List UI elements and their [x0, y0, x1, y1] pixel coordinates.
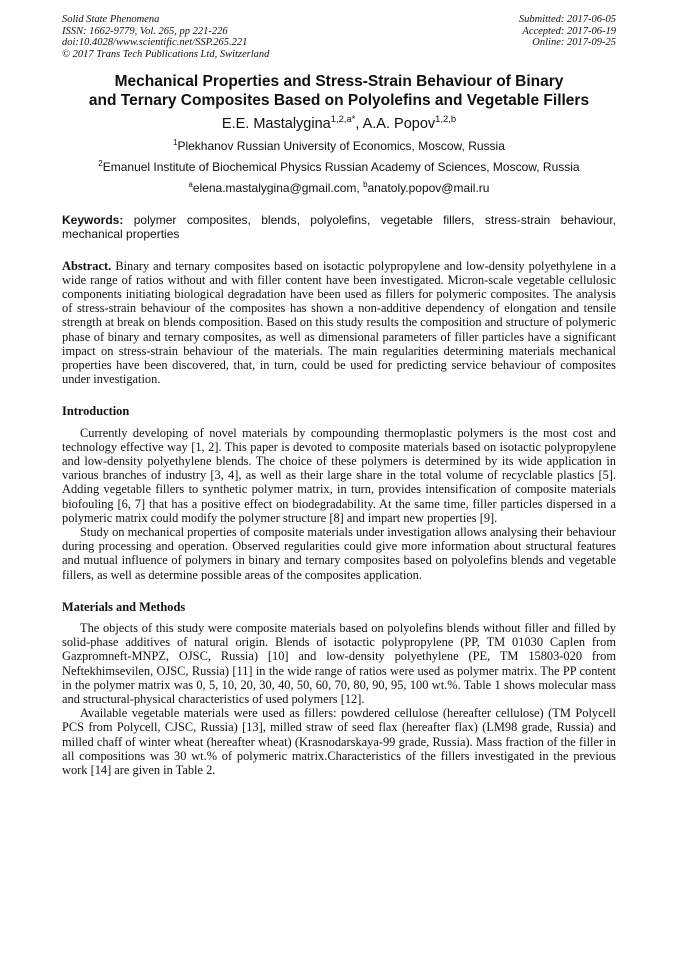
accepted-date: Accepted: 2017-06-19 — [522, 25, 616, 37]
affiliation-1-number: 1 — [173, 138, 178, 147]
journal-info — [62, 14, 269, 60]
introduction-heading: Introduction — [62, 404, 130, 419]
copyright-line: © 2017 Trans Tech Publications Ltd, Switzerland — [62, 48, 270, 60]
keywords-block — [62, 213, 616, 242]
email-a: elena.mastalygina@gmail.com, — [192, 181, 364, 195]
title-line-2: and Ternary Composites Based on Polyolefins and Vegetable Fillers — [88, 92, 590, 109]
email-a-marker: a — [188, 180, 193, 189]
introduction-paragraph-1: Currently developing of novel materials by compounding thermoplastic polymers is the most cost and technology effective way [1, 2]. This paper is devoted to composite materials based on isotactic polypropylene and low-density polyethylene blends. The choice of these polymers is determined by its wide application in various branches of industry [3, 4], as well as their large share in the total volume of recyclable plastics [5]. Adding vegetable fillers to synthetic polymer matrix, in turn, provides intensification of composite materials biofouling [6, 7] that has a positive effect on biodegradability. At the same time, filler particles dispersed in a polymeric matrix could modify the polymer structure [8] and impart new properties [9]. — [62, 425, 616, 525]
title-line-1: Mechanical Properties and Stress-Strain Behaviour of Binary — [114, 73, 564, 90]
publication-dates — [519, 14, 616, 60]
methods-paragraph-1: The objects of this study were composite materials based on polyolefins blends without filler and filled by solid-phase additives of natural origin. Blends of isotactic polypropylene (PP, TM 01030 Caplen from Gazpromneft-MNPZ, OJSC, Russia) [10] and low-density polyethylene (PE, TM 15803-020 from Neftekhimsevilen, OJSC, Russia) [11] in the wide range of ratios were used as polymer matrix. The PP content in the polymer matrix was 0, 5, 10, 20, 30, 40, 50, 60, 70, 80, 90, 95, 100 wt.%. Table 1 shows molecular mass and structural-physical characteristics of used polymers [12]. — [62, 621, 616, 707]
journal-name: Solid State Phenomena — [62, 14, 160, 25]
author-list — [62, 115, 616, 133]
email-b-marker: b — [363, 180, 368, 189]
methods-heading: Materials and Methods — [62, 599, 186, 614]
publication-header — [62, 14, 616, 60]
affiliation-2-number: 2 — [98, 159, 103, 168]
methods-paragraph-2: Available vegetable materials were used as fillers: powdered cellulose (hereafter cellulose) (TM Polycell PCS from Polycell, CJSC, Russia) [13], milled straw of seed flax (hereafter flax) (LM98 grade, Russia) and milled chaff of winter wheat (hereafter wheat) (Krasnodarskaya-99 grade, Russia). Mass fraction of the filler in all compositions was 30 wt.% of polymeric matrix.Characteristics of the fillers investigated in the previous work [14] are given in Table 2. — [62, 706, 616, 778]
affiliation-1-text: Plekhanov Russian University of Economics, Moscow, Russia — [177, 139, 505, 153]
abstract-block — [62, 259, 616, 387]
keywords-label: Keywords: — [62, 213, 124, 227]
affiliation-2-text: Emanuel Institute of Biochemical Physics Russian Academy of Sciences, Moscow, Russia — [102, 160, 580, 174]
issn-line: ISSN: 1662-9779, Vol. 265, pp 221-226 — [62, 25, 228, 37]
affiliation-1 — [62, 139, 616, 153]
paper-title — [62, 72, 616, 110]
submitted-date: Submitted: 2017-06-05 — [518, 14, 616, 25]
author-1-name: E.E. Mastalygina — [221, 116, 331, 132]
affiliation-2 — [62, 160, 616, 174]
author-emails — [62, 181, 616, 195]
online-date: Online: 2017-09-25 — [532, 37, 616, 48]
author-2-superscript: 1,2,b — [435, 113, 457, 125]
doi-line: doi:10.4028/www.scientific.net/SSP.265.221 — [62, 37, 248, 48]
introduction-paragraph-2: Study on mechanical properties of composite materials under investigation allows analysing their behaviour during processing and operation. Observed regularities could give more information about structural features and mutual influence of polymers in binary and ternary composites based on polyolefins blends and vegetable fillers, as well as determine possible areas of the composites application. — [62, 525, 616, 582]
keywords-text: polymer composites, blends, polyolefins, vegetable fillers, stress-strain behaviour, mechanical properties — [62, 213, 616, 242]
author-1-superscript: 1,2,a* — [330, 113, 356, 125]
abstract-text: Binary and ternary composites based on isotactic polypropylene and low-density polyethylene in a wide range of ratios without and with filler content have been investigated. Micron-scale vegetable cellulosic components initiating biological degradation have been used as fillers for polymeric composites. The analysis of stress-strain behaviour of the composites has shown a non-additive dependency of elongation and tensile strength at break on blends composition. Based on this study results the composition and structure of polymeric phase of binary and ternary composites, as well as dimensional parameters of filler particles have a significant impact on stress-strain behaviour of the materials. The main regularities determining materials mechanical properties have been discovered, that, in turn, could be used for predicting service behaviour of composites under investigation. — [62, 258, 616, 387]
abstract-label: Abstract. — [62, 258, 112, 273]
email-b: anatoly.popov@mail.ru — [367, 181, 490, 195]
author-2-name: A.A. Popov — [362, 116, 436, 132]
author-separator: , — [355, 116, 363, 132]
